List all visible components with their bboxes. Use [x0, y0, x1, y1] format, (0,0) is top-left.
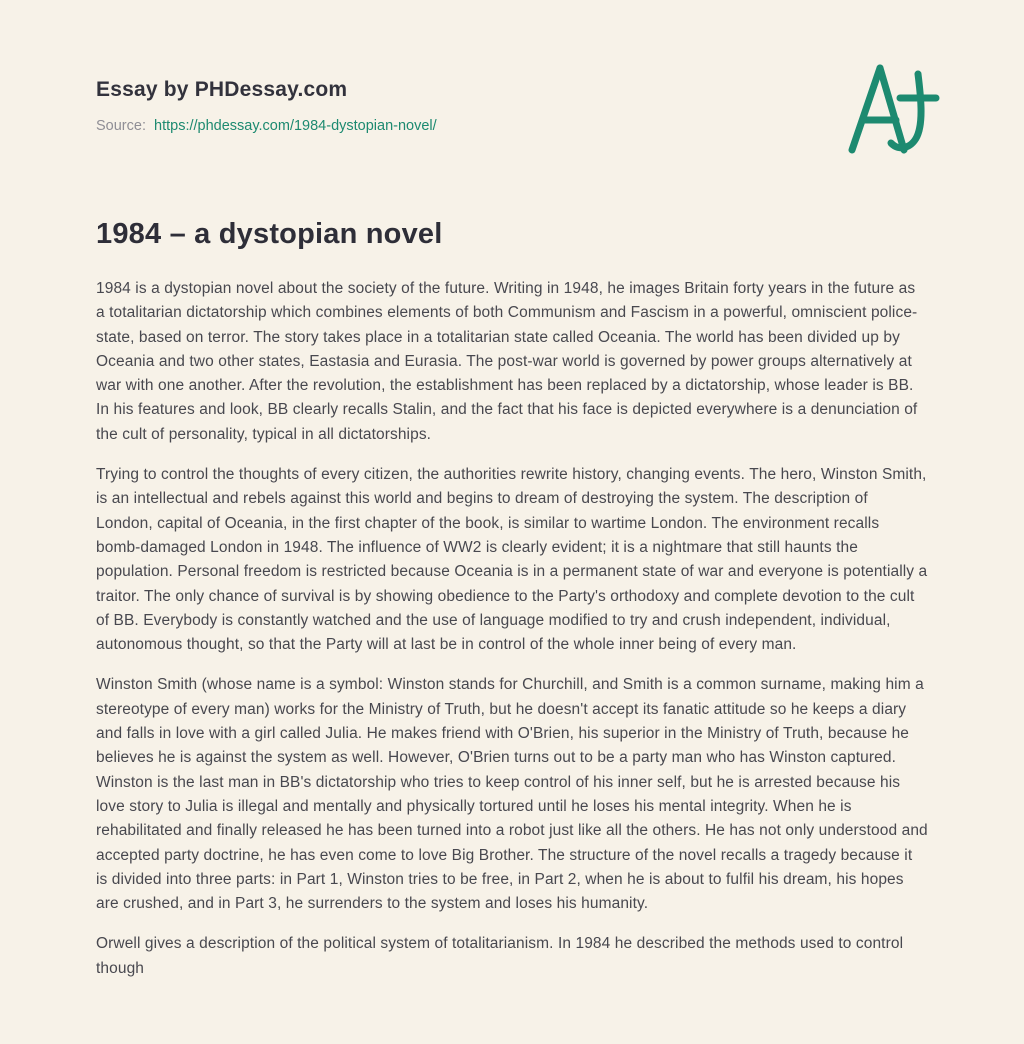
- essay-byline: Essay by PHDessay.com: [96, 78, 348, 101]
- paragraph: Orwell gives a description of the political system of totalitarianism. In 1984 he described the methods used to control though: [96, 935, 904, 977]
- paragraph: Winston Smith (whose name is a symbol: Winston stands for Churchill, and Smith is a common surname, making him a stereotype of every man) works for the Ministry of Truth, but he doesn't accept its fanatic attitude so he keeps a diary and falls in love with a girl called Julia. He makes friend with O'Brien, his superior in the Ministry of Truth, because he believes he is against the system as well. However, O'Brien turns out to be a party man who has Winston captured. Winston is the last man in BB's dictatorship who tries to keep control of his inner self, but he is arrested because his love story to Julia is illegal and mentally and physically tortured until he loses his mental integrity. When he is rehabilitated and finally released he has been turned into a robot just like all the others. He has not only understood and accepted party doctrine, he has even come to love Big Brother. The structure of the novel recalls a tragedy because it is divided into three parts: in Part 1, Winston tries to be free, in Part 2, when he is about to fulfil his dream, his hopes are crushed, and in Part 3, he surrenders to the system and loses his humanity.: [96, 676, 928, 913]
- paragraph: Trying to control the thoughts of every citizen, the authorities rewrite history, changing events. The hero, Winston Smith, is an intellectual and rebels against this world and begins to dream of destroying the system. The description of London, capital of Oceania, in the first chapter of the book, is similar to wartime London. The environment recalls bomb-damaged London in 1948. The influence of WW2 is clearly evident; it is a nightmare that still haunts the population. Personal freedom is restricted because Oceania is in a permanent state of war and everyone is potentially a traitor. The only chance of survival is by showing obedience to the Party's orthodoxy and complete devotion to the cult of BB. Everybody is constantly watched and the use of language modified to try and crush independent, individual, autonomous thought, so that the Party will at last be in control of the whole inner being of every man.: [96, 466, 928, 654]
- source-url-text: https://phdessay.com/1984-dystopian-novel/: [154, 118, 437, 134]
- phdessay-logo-icon: [842, 58, 942, 162]
- source-url-link[interactable]: [154, 118, 437, 134]
- paragraph: 1984 is a dystopian novel about the society of the future. Writing in 1948, he images Britain forty years in the future as a totalitarian dictatorship which combines elements of both Communism and Fascism in a powerful, omniscient police-state, based on terror. The story takes place in a totalitarian state called Oceania. The world has been divided up by Oceania and two other states, Eastasia and Eurasia. The post-war world is governed by power groups alternatively at war with one another. After the revolution, the establishment has been replaced by a dictatorship, whose leader is BB. In his features and look, BB clearly recalls Stalin, and the fact that his face is depicted everywhere is a denunciation of the cult of personality, typical in all dictatorships.: [96, 280, 918, 443]
- source-label: Source:: [96, 118, 146, 134]
- page-title: 1984 – a dystopian novel: [96, 218, 443, 250]
- source-line: [96, 118, 928, 134]
- article-body: [96, 277, 928, 981]
